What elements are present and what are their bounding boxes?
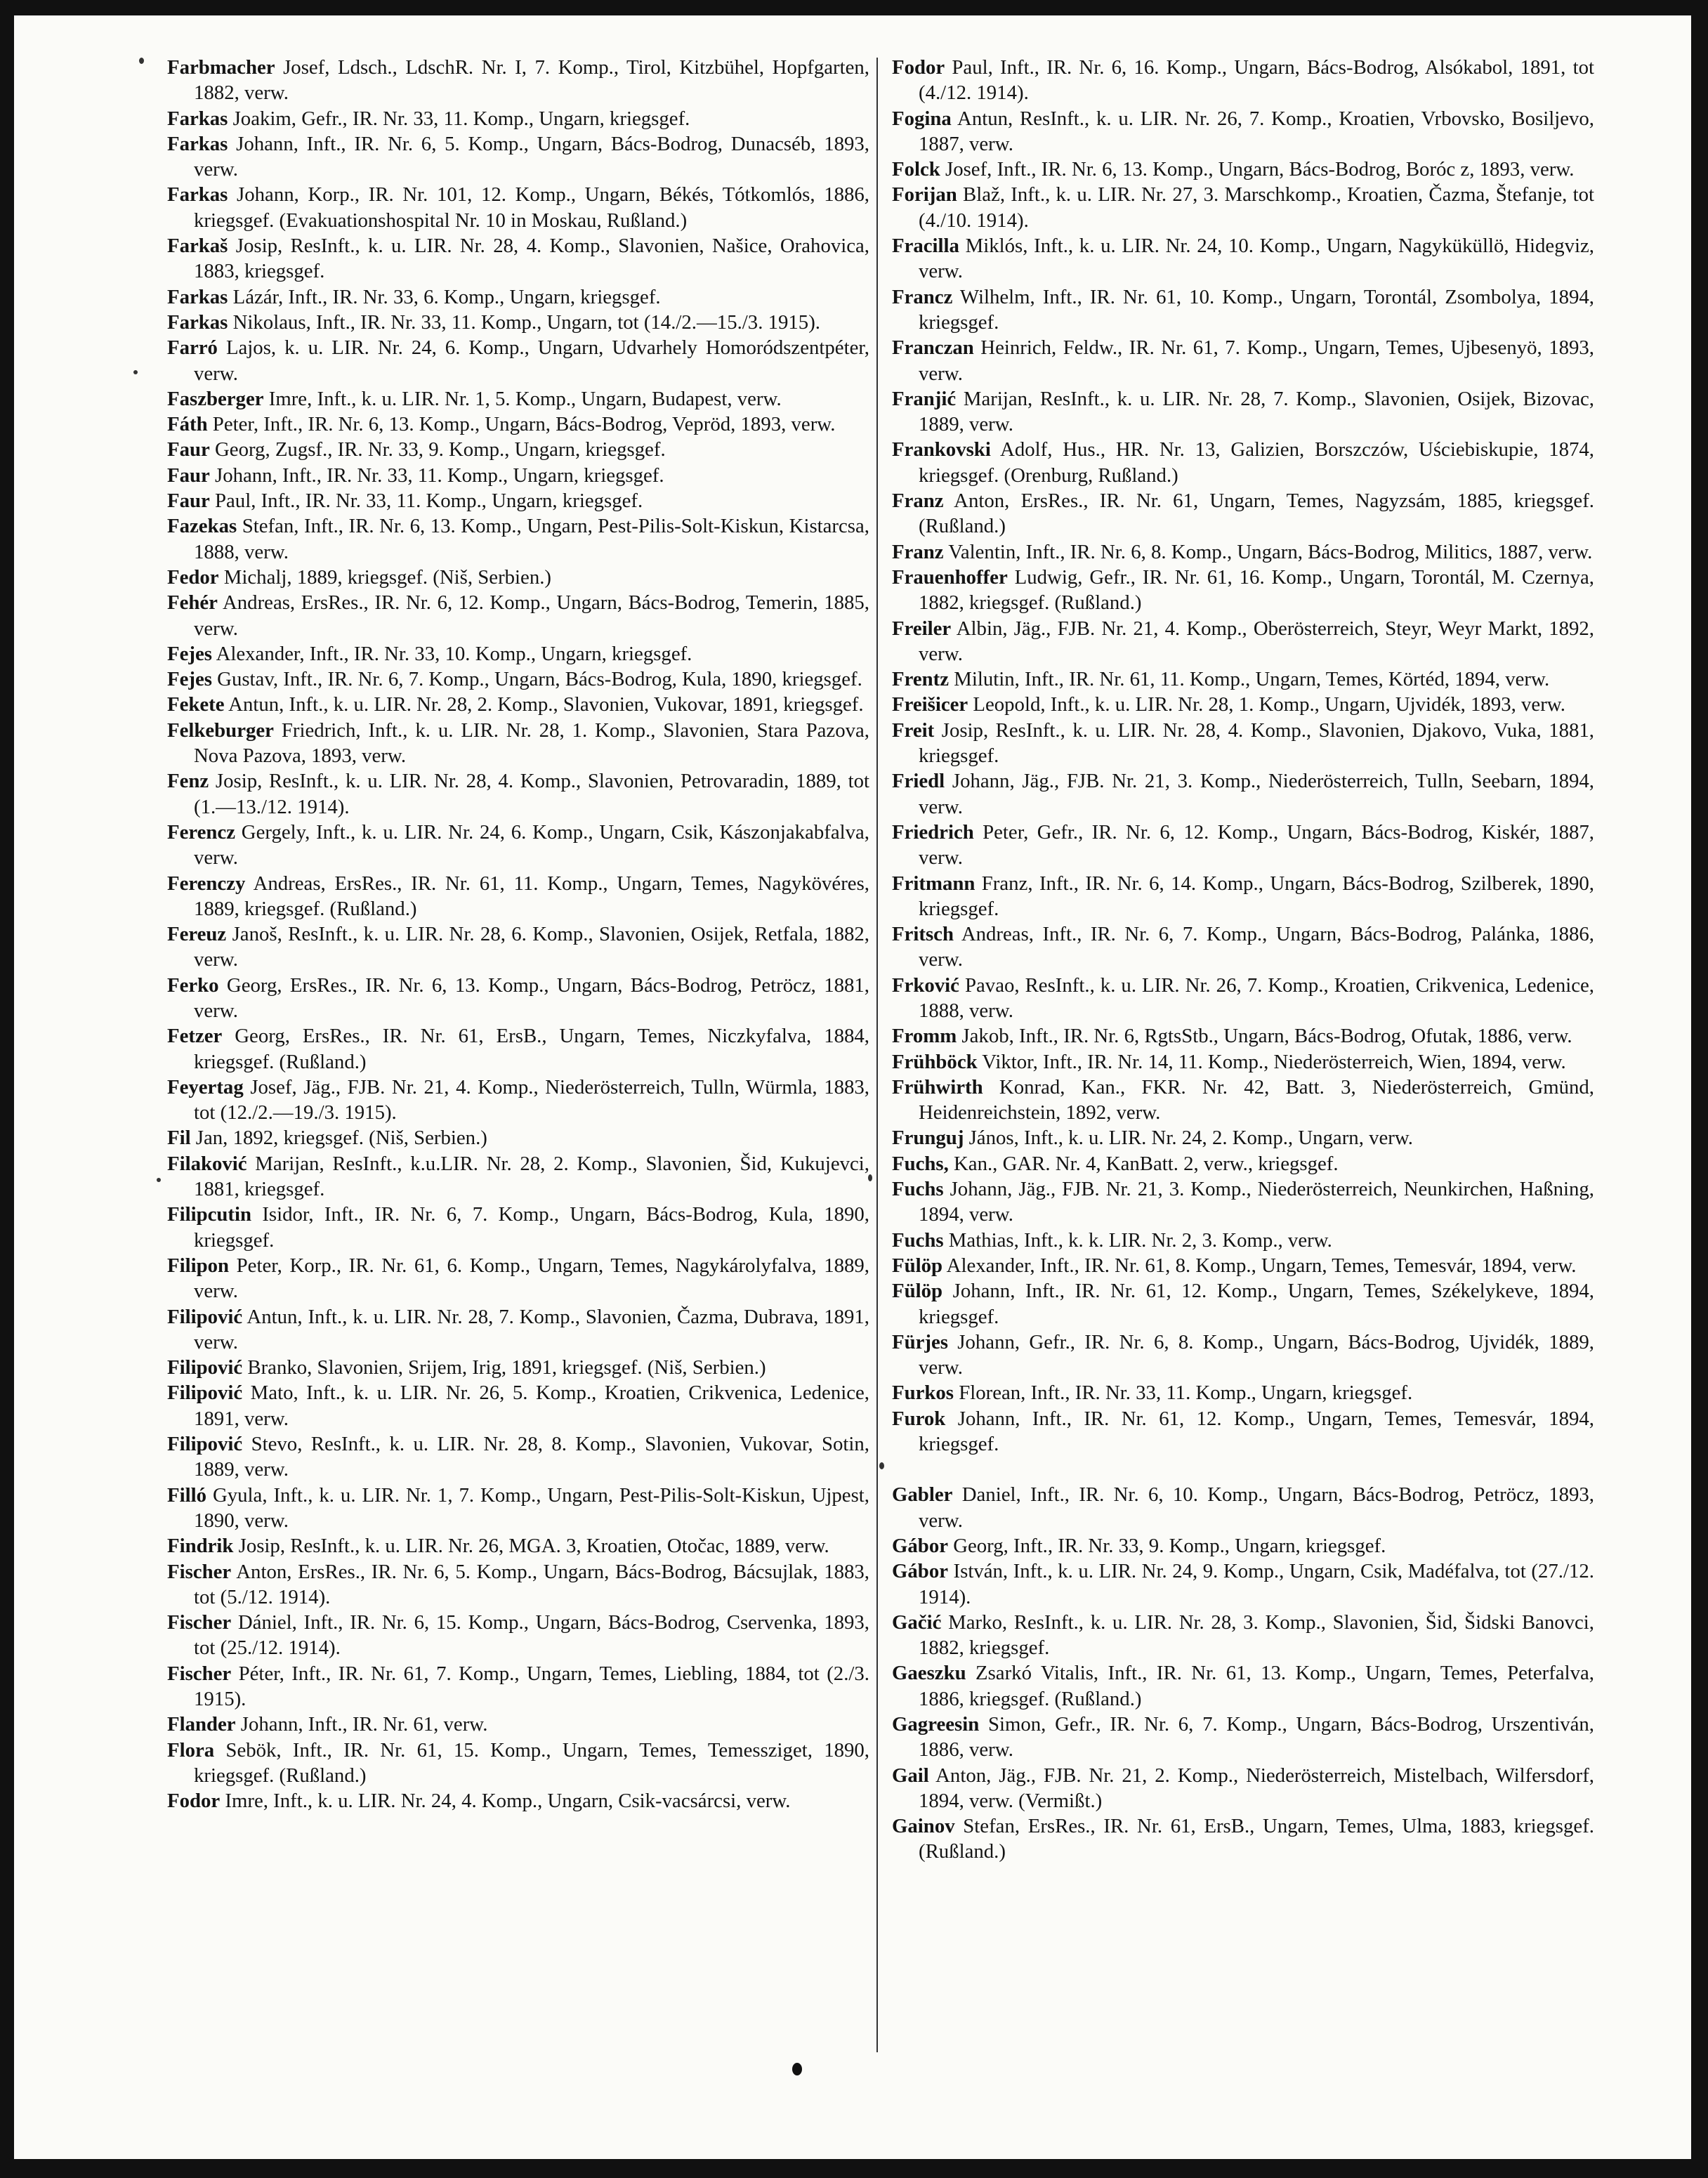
register-entry <box>892 871 1594 922</box>
entry-surname: Franjić <box>892 387 957 410</box>
register-entry <box>892 335 1594 386</box>
entry-details: Konrad, Kan., FKR. Nr. 42, Batt. 3, Niederösterreich, Gmünd, Heidenreichstein, 1892, verw. <box>919 1075 1594 1124</box>
entry-surname: Franczan <box>892 336 974 360</box>
register-entry <box>892 921 1594 973</box>
register-entry <box>167 106 869 131</box>
entry-details: Milutin, Inft., IR. Nr. 61, 11. Komp., Ungarn, Temes, Körtéd, 1894, verw. <box>949 668 1550 691</box>
register-entry <box>167 310 869 335</box>
entry-details: Heinrich, Feldw., IR. Nr. 61, 7. Komp., Ungarn, Temes, Ujbesenyö, 1893, verw. <box>919 336 1594 385</box>
entry-surname: Gagreesin <box>892 1713 980 1736</box>
entry-surname: Fejes <box>167 642 212 665</box>
register-entry <box>167 1304 869 1356</box>
register-entry <box>892 437 1594 488</box>
entry-details: Josip, ResInft., k. u. LIR. Nr. 28, 4. Komp., Slavonien, Djakovo, Vuka, 1881, kriegsgef. <box>919 719 1594 768</box>
entry-surname: Fülöp <box>892 1280 943 1303</box>
register-entry <box>892 1330 1594 1381</box>
entry-details: Gustav, Inft., IR. Nr. 6, 7. Komp., Ungarn, Bács-Bodrog, Kula, 1890, kriegsgef. <box>211 668 862 691</box>
register-entry <box>167 1125 869 1150</box>
register-entry <box>167 1431 869 1483</box>
register-entry <box>892 1049 1594 1075</box>
column-divider <box>876 58 878 2052</box>
entry-surname: Gaeszku <box>892 1662 966 1685</box>
entry-surname: Fereuz <box>167 923 227 946</box>
entry-details: Blaž, Inft., k. u. LIR. Nr. 27, 3. Marschkomp., Kroatien, Čazma, Štefanje, tot (4./10. 1914). <box>919 183 1594 232</box>
entry-surname: Furkos <box>892 1382 954 1405</box>
entry-details: Lázár, Inft., IR. Nr. 33, 6. Komp., Ungarn, kriegsgef. <box>228 285 661 308</box>
entry-details: Péter, Inft., IR. Nr. 61, 7. Komp., Ungarn, Temes, Liebling, 1884, tot (2./3. 1915). <box>194 1662 869 1710</box>
entry-surname: Fuchs <box>892 1178 944 1201</box>
entry-details: Albin, Jäg., FJB. Nr. 21, 4. Komp., Oberösterreich, Steyr, Weyr Markt, 1892, verw. <box>919 617 1594 665</box>
register-entry <box>167 55 869 106</box>
entry-details: Jan, 1892, kriegsgef. (Niš, Serbien.) <box>190 1127 487 1150</box>
entry-details: Adolf, Hus., HR. Nr. 13, Galizien, Borszczów, Uściebiskupie, 1874, kriegsgef. (Orenburg, Rußland.) <box>919 438 1594 487</box>
speck-mark <box>139 58 144 64</box>
entry-surname: Folck <box>892 158 940 181</box>
entry-surname: Gainov <box>892 1815 955 1838</box>
right-entries-f <box>892 55 1594 1457</box>
entry-details: Josip, ResInft., k. u. LIR. Nr. 26, MGA. 3, Kroatien, Otočac, 1889, verw. <box>233 1535 829 1558</box>
entry-details: Johann, Jäg., FJB. Nr. 21, 3. Komp., Niederösterreich, Neunkirchen, Haßning, 1894, verw. <box>919 1178 1594 1226</box>
entry-details: Johann, Inft., IR. Nr. 33, 11. Komp., Ungarn, kriegsgef. <box>209 464 664 487</box>
entry-details: Antun, Inft., k. u. LIR. Nr. 28, 2. Komp., Slavonien, Vukovar, 1891, kriegsgef. <box>224 693 864 716</box>
register-entry <box>167 182 869 233</box>
entry-details: Zsarkó Vitalis, Inft., IR. Nr. 61, 13. Komp., Ungarn, Temes, Peterfalva, 1886, kriegsgef. (Rußland.) <box>919 1662 1594 1710</box>
entry-surname: Freit <box>892 719 935 742</box>
entry-surname: Farkas <box>167 183 228 206</box>
entry-details: Johann, Inft., IR. Nr. 61, 12. Komp., Ungarn, Temes, Temesvár, 1894, kriegsgef. <box>919 1407 1594 1456</box>
register-entry <box>167 463 869 488</box>
register-entry <box>892 386 1594 438</box>
entry-details: Anton, ErsRes., IR. Nr. 61, Ungarn, Temes, Nagyzsám, 1885, kriegsgef. (Rußland.) <box>919 490 1594 538</box>
entry-surname: Gábor <box>892 1560 948 1583</box>
bottom-ink-dot <box>792 2063 802 2075</box>
entry-surname: Ferenczy <box>167 872 246 895</box>
entry-surname: Fekete <box>167 693 225 716</box>
entry-details: Antun, Inft., k. u. LIR. Nr. 28, 7. Komp., Slavonien, Čazma, Dubrava, 1891, verw. <box>194 1305 869 1353</box>
register-entry <box>167 1712 869 1737</box>
entry-details: Stevo, ResInft., k. u. LIR. Nr. 28, 8. Komp., Slavonien, Vukovar, Sotin, 1889, verw. <box>194 1433 869 1481</box>
register-entry <box>892 1482 1594 1533</box>
entry-details: Andreas, ErsRes., IR. Nr. 61, 11. Komp., Ungarn, Temes, Nagykövéres, 1889, kriegsgef. (Rußland.) <box>194 872 869 920</box>
entry-surname: Furok <box>892 1407 946 1430</box>
entry-details: Alexander, Inft., IR. Nr. 33, 10. Komp., Ungarn, kriegsgef. <box>211 642 692 665</box>
register-entry <box>167 1483 869 1534</box>
entry-details: Johann, Korp., IR. Nr. 101, 12. Komp., Ungarn, Békés, Tótkomlós, 1886, kriegsgef. (Evakuationshospital Nr. 10 in Moskau, Rußland.) <box>194 183 869 232</box>
register-entry <box>892 1176 1594 1228</box>
entry-surname: Ferko <box>167 973 219 997</box>
register-entry <box>892 973 1594 1024</box>
register-entry <box>167 1023 869 1075</box>
entry-details: Nikolaus, Inft., IR. Nr. 33, 11. Komp., Ungarn, tot (14./2.—15./3. 1915). <box>228 310 820 334</box>
entry-surname: Frentz <box>892 668 950 691</box>
register-entry <box>892 488 1594 539</box>
entry-surname: Faur <box>167 490 210 513</box>
entry-details: Marijan, ResInft., k.u.LIR. Nr. 28, 2. Komp., Slavonien, Šid, Kukujevci, 1881, kriegsgef. <box>194 1152 869 1201</box>
entry-surname: Fülöp <box>892 1254 943 1277</box>
speck-mark <box>157 1178 161 1182</box>
register-entry <box>167 1610 869 1661</box>
entry-surname: Faur <box>167 438 210 461</box>
entry-surname: Fischer <box>167 1560 232 1583</box>
entry-surname: Gábor <box>892 1534 948 1557</box>
entry-surname: Frühwirth <box>892 1075 983 1098</box>
entry-surname: Friedrich <box>892 820 974 844</box>
register-entry <box>167 973 869 1024</box>
entry-surname: Frankovski <box>892 438 991 461</box>
entry-surname: Fracilla <box>892 235 959 258</box>
speck-mark <box>133 370 138 374</box>
entry-details: Josef, Jäg., FJB. Nr. 21, 4. Komp., Niederösterreich, Tulln, Würmla, 1883, tot (12./2.—19./3. 1915). <box>194 1075 869 1124</box>
entry-details: Josef, Ldsch., LdschR. Nr. I, 7. Komp., Tirol, Kitzbühel, Hopfgarten, 1882, verw. <box>194 56 869 105</box>
entry-surname: Forijan <box>892 183 957 206</box>
entry-details: Anton, ErsRes., IR. Nr. 6, 5. Komp., Ungarn, Bács-Bodrog, Bácsujlak, 1883, tot (5./12. 1914). <box>194 1560 869 1608</box>
entry-details: János, Inft., k. u. LIR. Nr. 24, 2. Komp., Ungarn, verw. <box>964 1127 1413 1150</box>
entry-details: Josip, ResInft., k. u. LIR. Nr. 28, 4. Komp., Slavonien, Našice, Orahovica, 1883, kriegsgef. <box>194 235 869 283</box>
entry-surname: Frühböck <box>892 1050 978 1073</box>
register-entry <box>167 488 869 513</box>
entry-surname: Farkaš <box>167 235 228 258</box>
entry-surname: Fodor <box>167 1790 221 1813</box>
register-entry <box>892 539 1594 565</box>
entry-surname: Filaković <box>167 1152 247 1175</box>
register-entry <box>892 1278 1594 1330</box>
entry-details: Andreas, ErsRes., IR. Nr. 6, 12. Komp., Ungarn, Bács-Bodrog, Temerin, 1885, verw. <box>194 591 869 640</box>
entry-details: Marijan, ResInft., k. u. LIR. Nr. 28, 7. Komp., Slavonien, Osijek, Bizovac, 1889, verw. <box>919 387 1594 436</box>
entry-surname: Fil <box>167 1127 191 1150</box>
entry-details: Stefan, ErsRes., IR. Nr. 61, ErsB., Ungarn, Temes, Ulma, 1883, kriegsgef. (Rußland.) <box>919 1815 1594 1863</box>
entry-details: Peter, Inft., IR. Nr. 6, 13. Komp., Ungarn, Bács-Bodrog, Vepröd, 1893, verw. <box>207 413 836 436</box>
entry-surname: Filipović <box>167 1305 243 1328</box>
register-entry <box>892 233 1594 284</box>
register-entry <box>167 1559 869 1610</box>
entry-details: Sebök, Inft., IR. Nr. 61, 15. Komp., Ungarn, Temes, Temessziget, 1890, kriegsgef. (Rußland.) <box>194 1738 869 1787</box>
entry-surname: Fuchs <box>892 1228 944 1252</box>
entry-details: Johann, Gefr., IR. Nr. 6, 8. Komp., Ungarn, Bács-Bodrog, Ujvidék, 1889, verw. <box>919 1330 1594 1379</box>
entry-details: Josip, ResInft., k. u. LIR. Nr. 28, 4. Komp., Slavonien, Petrovaradin, 1889, tot (1.—13./12. 1914). <box>194 770 869 818</box>
entry-surname: Frković <box>892 973 959 997</box>
register-entry <box>892 1023 1594 1049</box>
entry-details: Daniel, Inft., IR. Nr. 6, 10. Komp., Ungarn, Bács-Bodrog, Petröcz, 1893, verw. <box>919 1483 1594 1532</box>
entry-surname: Fogina <box>892 107 952 130</box>
entry-details: Andreas, Inft., IR. Nr. 6, 7. Komp., Ungarn, Bács-Bodrog, Palánka, 1886, verw. <box>919 923 1594 971</box>
entry-surname: Freiler <box>892 617 952 640</box>
register-entry <box>892 768 1594 820</box>
register-entry <box>167 1202 869 1253</box>
register-entry <box>167 1355 869 1380</box>
section-gap <box>892 1457 1594 1482</box>
entry-details: Anton, Jäg., FJB. Nr. 21, 2. Komp., Niederösterreich, Mistelbach, Wilfersdorf, 1894, verw. (Vermißt.) <box>919 1764 1594 1812</box>
register-entry <box>892 692 1594 717</box>
register-entry <box>167 921 869 973</box>
entry-surname: Ferencz <box>167 820 235 844</box>
entry-details: Paul, Inft., IR. Nr. 6, 16. Komp., Ungarn, Bács-Bodrog, Alsókabol, 1891, tot (4./12. 1914). <box>919 56 1594 105</box>
document-page <box>14 15 1691 2159</box>
entry-surname: Fetzer <box>167 1025 223 1048</box>
register-entry <box>167 1151 869 1202</box>
entry-details: Johann, Jäg., FJB. Nr. 21, 3. Komp., Niederösterreich, Tulln, Seebarn, 1894, verw. <box>919 770 1594 818</box>
entry-surname: Fischer <box>167 1611 232 1634</box>
register-entry <box>167 667 869 692</box>
register-entry <box>892 820 1594 871</box>
entry-surname: Farkas <box>167 107 228 130</box>
entry-details: Gergely, Inft., k. u. LIR. Nr. 24, 6. Komp., Ungarn, Csik, Kászonjakabfalva, verw. <box>194 820 869 870</box>
entry-surname: Franz <box>892 490 944 513</box>
entry-details: Joakim, Gefr., IR. Nr. 33, 11. Komp., Ungarn, kriegsgef. <box>228 107 690 130</box>
right-entries-g <box>892 1482 1594 1864</box>
entry-details: Michalj, 1889, kriegsgef. (Niš, Serbien.) <box>218 565 552 589</box>
entry-details: Imre, Inft., k. u. LIR. Nr. 24, 4. Komp., Ungarn, Csik-vacsárcsi, verw. <box>220 1790 791 1813</box>
register-entry <box>167 1788 869 1813</box>
entry-details: Lajos, k. u. LIR. Nr. 24, 6. Komp., Ungarn, Udvarhely Homoródszentpéter, verw. <box>194 336 869 385</box>
register-entry <box>892 106 1594 157</box>
entry-surname: Filipović <box>167 1382 243 1405</box>
register-entry <box>167 718 869 769</box>
entry-surname: Francz <box>892 285 953 308</box>
entry-surname: Fischer <box>167 1662 232 1685</box>
entry-details: Paul, Inft., IR. Nr. 33, 11. Komp., Ungarn, kriegsgef. <box>209 490 643 513</box>
register-entry <box>167 131 869 183</box>
register-entry <box>167 1661 869 1712</box>
entry-details: Simon, Gefr., IR. Nr. 6, 7. Komp., Ungarn, Bács-Bodrog, Urszentiván, 1886, verw. <box>919 1713 1594 1762</box>
entry-surname: Fehér <box>167 591 218 615</box>
entry-surname: Farkas <box>167 310 228 334</box>
register-entry <box>892 1533 1594 1559</box>
entry-details: Johann, Inft., IR. Nr. 61, 12. Komp., Ungarn, Temes, Székelykeve, 1894, kriegsgef. <box>919 1280 1594 1328</box>
entry-surname: Faszberger <box>167 387 264 410</box>
register-entry <box>892 55 1594 106</box>
entry-surname: Freišicer <box>892 693 968 716</box>
entry-surname: Filipcutin <box>167 1203 252 1226</box>
register-entry <box>167 641 869 667</box>
entry-surname: Filló <box>167 1483 206 1507</box>
entry-surname: Fritsch <box>892 923 954 946</box>
entry-surname: Farkas <box>167 285 228 308</box>
entry-surname: Gabler <box>892 1483 953 1507</box>
register-entry <box>167 1380 869 1431</box>
register-entry <box>892 667 1594 692</box>
entry-details: Marko, ResInft., k. u. LIR. Nr. 28, 3. Komp., Slavonien, Šid, Šidski Banovci, 1882, kriegsgef. <box>919 1610 1594 1660</box>
register-entry <box>892 616 1594 667</box>
register-entry <box>167 820 869 871</box>
entry-details: Georg, ErsRes., IR. Nr. 6, 13. Komp., Ungarn, Bács-Bodrog, Petröcz, 1881, verw. <box>194 973 869 1022</box>
register-entry <box>892 1660 1594 1712</box>
entry-surname: Faur <box>167 464 210 487</box>
entry-details: Dániel, Inft., IR. Nr. 6, 15. Komp., Ungarn, Bács-Bodrog, Cservenka, 1893, tot (25./12. 1914). <box>194 1611 869 1660</box>
register-entry <box>892 1610 1594 1661</box>
register-entry <box>167 284 869 310</box>
entry-details: Johann, Inft., IR. Nr. 6, 5. Komp., Ungarn, Bács-Bodrog, Dunacséb, 1893, verw. <box>194 132 869 181</box>
entry-surname: Filipović <box>167 1433 243 1456</box>
register-entry <box>892 1151 1594 1176</box>
entry-details: Branko, Slavonien, Srijem, Irig, 1891, kriegsgef. (Niš, Serbien.) <box>242 1356 766 1379</box>
register-entry <box>892 1075 1594 1126</box>
entry-details: Alexander, Inft., IR. Nr. 61, 8. Komp., Ungarn, Temes, Temesvár, 1894, verw. <box>942 1254 1577 1277</box>
entry-surname: Feyertag <box>167 1075 244 1098</box>
entry-surname: Findrik <box>167 1535 234 1558</box>
entry-details: Mato, Inft., k. u. LIR. Nr. 26, 5. Komp., Kroatien, Crikvenica, Ledenice, 1891, verw. <box>194 1382 869 1430</box>
register-entry <box>892 1813 1594 1865</box>
register-entry <box>167 871 869 922</box>
entry-surname: Flander <box>167 1713 236 1736</box>
register-entry <box>892 718 1594 769</box>
entry-details: Stefan, Inft., IR. Nr. 6, 13. Komp., Ungarn, Pest-Pilis-Solt-Kiskun, Kistarcsa, 1888, verw. <box>194 515 869 563</box>
entry-details: Leopold, Inft., k. u. LIR. Nr. 28, 1. Komp., Ungarn, Ujvidék, 1893, verw. <box>968 693 1565 716</box>
entry-surname: Fenz <box>167 770 209 793</box>
register-entry <box>167 565 869 590</box>
register-entry <box>167 513 869 565</box>
entry-details: Viktor, Inft., IR. Nr. 14, 11. Komp., Niederösterreich, Wien, 1894, verw. <box>977 1050 1566 1073</box>
register-entry <box>892 284 1594 336</box>
left-column <box>167 55 869 1813</box>
entry-details: Josef, Inft., IR. Nr. 6, 13. Komp., Ungarn, Bács-Bodrog, Boróc z, 1893, verw. <box>940 158 1575 181</box>
entry-surname: Filipović <box>167 1356 243 1379</box>
register-entry <box>167 590 869 641</box>
register-entry <box>892 1228 1594 1253</box>
register-entry <box>167 768 869 820</box>
entry-details: Antun, ResInft., k. u. LIR. Nr. 26, 7. Komp., Kroatien, Vrbovsko, Bosiljevo, 1887, verw. <box>919 107 1594 155</box>
entry-surname: Franz <box>892 540 944 563</box>
entry-details: Pavao, ResInft., k. u. LIR. Nr. 26, 7. Komp., Kroatien, Crikvenica, Ledenice, 1888, verw. <box>919 973 1594 1022</box>
entry-surname: Fromm <box>892 1025 957 1048</box>
register-entry <box>892 1559 1594 1610</box>
register-entry <box>167 412 869 437</box>
register-entry <box>167 233 869 284</box>
entry-details: Jakob, Inft., IR. Nr. 6, RgtsStb., Ungarn, Bács-Bodrog, Ofutak, 1886, verw. <box>957 1025 1572 1048</box>
entry-details: Georg, Zugsf., IR. Nr. 33, 9. Komp., Ungarn, kriegsgef. <box>209 438 666 461</box>
register-entry <box>167 1075 869 1126</box>
entry-surname: Frauenhoffer <box>892 565 1008 589</box>
entry-details: Ludwig, Gefr., IR. Nr. 61, 16. Komp., Ungarn, Torontál, M. Czernya, 1882, kriegsgef. (Rußland.) <box>919 565 1594 615</box>
register-entry <box>167 1533 869 1559</box>
right-column <box>892 55 1594 1865</box>
register-entry <box>892 157 1594 182</box>
entry-details: Isidor, Inft., IR. Nr. 6, 7. Komp., Ungarn, Bács-Bodrog, Kula, 1890, kriegsgef. <box>194 1203 869 1252</box>
entry-details: Wilhelm, Inft., IR. Nr. 61, 10. Komp., Ungarn, Torontál, Zsombolya, 1894, kriegsgef. <box>919 285 1594 334</box>
entry-surname: Fazekas <box>167 515 237 538</box>
speck-mark <box>879 1462 884 1469</box>
entry-surname: Gačić <box>892 1610 942 1634</box>
register-entry <box>892 565 1594 616</box>
entry-surname: Farbmacher <box>167 56 275 79</box>
register-entry <box>892 1125 1594 1150</box>
entry-surname: Fodor <box>892 56 945 79</box>
entry-surname: Frunguj <box>892 1127 964 1150</box>
entry-surname: Fuchs, <box>892 1152 949 1175</box>
entry-surname: Fürjes <box>892 1330 948 1353</box>
register-entry <box>892 182 1594 233</box>
entry-details: Georg, Inft., IR. Nr. 33, 9. Komp., Ungarn, kriegsgef. <box>948 1534 1386 1557</box>
entry-surname: Filipon <box>167 1254 230 1277</box>
entry-surname: Gail <box>892 1764 929 1787</box>
register-entry <box>892 1253 1594 1278</box>
entry-details: Georg, ErsRes., IR. Nr. 61, ErsB., Ungarn, Temes, Niczkyfalva, 1884, kriegsgef. (Rußland.) <box>194 1025 869 1073</box>
entry-surname: Farkas <box>167 132 228 155</box>
entry-surname: Fritmann <box>892 872 975 895</box>
entry-surname: Flora <box>167 1738 215 1762</box>
entry-details: Valentin, Inft., IR. Nr. 6, 8. Komp., Ungarn, Bács-Bodrog, Militics, 1887, verw. <box>943 540 1593 563</box>
entry-details: Gyula, Inft., k. u. LIR. Nr. 1, 7. Komp., Ungarn, Pest-Pilis-Solt-Kiskun, Ujpest, 1890, verw. <box>194 1483 869 1532</box>
register-entry <box>167 1253 869 1304</box>
entry-details: Peter, Korp., IR. Nr. 61, 6. Komp., Ungarn, Temes, Nagykárolyfalva, 1889, verw. <box>194 1254 869 1303</box>
entry-details: Friedrich, Inft., k. u. LIR. Nr. 28, 1. Komp., Slavonien, Stara Pazova, Nova Pazova, 1893, verw. <box>194 719 869 768</box>
entry-details: Janoš, ResInft., k. u. LIR. Nr. 28, 6. Komp., Slavonien, Osijek, Retfala, 1882, verw. <box>194 923 869 971</box>
register-entry <box>167 692 869 717</box>
register-entry <box>892 1380 1594 1405</box>
register-entry <box>167 335 869 386</box>
register-entry <box>892 1406 1594 1457</box>
entry-details: Kan., GAR. Nr. 4, KanBatt. 2, verw., kriegsgef. <box>948 1152 1339 1175</box>
entry-details: Johann, Inft., IR. Nr. 61, verw. <box>235 1713 488 1736</box>
entry-details: Miklós, Inft., k. u. LIR. Nr. 24, 10. Komp., Ungarn, Nagyküküllö, Hidegviz, verw. <box>919 235 1594 283</box>
entry-details: Peter, Gefr., IR. Nr. 6, 12. Komp., Ungarn, Bács-Bodrog, Kiskér, 1887, verw. <box>919 820 1594 870</box>
register-entry <box>167 437 869 462</box>
entry-details: István, Inft., k. u. LIR. Nr. 24, 9. Komp., Ungarn, Csik, Madéfalva, tot (27./12. 1914). <box>919 1560 1594 1608</box>
entry-surname: Fejes <box>167 668 212 691</box>
entry-details: Mathias, Inft., k. k. LIR. Nr. 2, 3. Komp., verw. <box>943 1228 1332 1252</box>
entry-details: Franz, Inft., IR. Nr. 6, 14. Komp., Ungarn, Bács-Bodrog, Szilberek, 1890, kriegsgef. <box>919 872 1594 920</box>
register-entry <box>892 1763 1594 1814</box>
entry-surname: Fáth <box>167 413 208 436</box>
entry-surname: Friedl <box>892 770 945 793</box>
left-entries <box>167 55 869 1813</box>
entry-surname: Fedor <box>167 565 219 589</box>
entry-details: Imre, Inft., k. u. LIR. Nr. 1, 5. Komp., Ungarn, Budapest, verw. <box>263 387 782 410</box>
register-entry <box>167 1738 869 1789</box>
register-entry <box>892 1712 1594 1763</box>
entry-surname: Farró <box>167 336 218 360</box>
entry-details: Florean, Inft., IR. Nr. 33, 11. Komp., Ungarn, kriegsgef. <box>954 1382 1413 1405</box>
register-entry <box>167 386 869 412</box>
entry-surname: Felkeburger <box>167 719 274 742</box>
